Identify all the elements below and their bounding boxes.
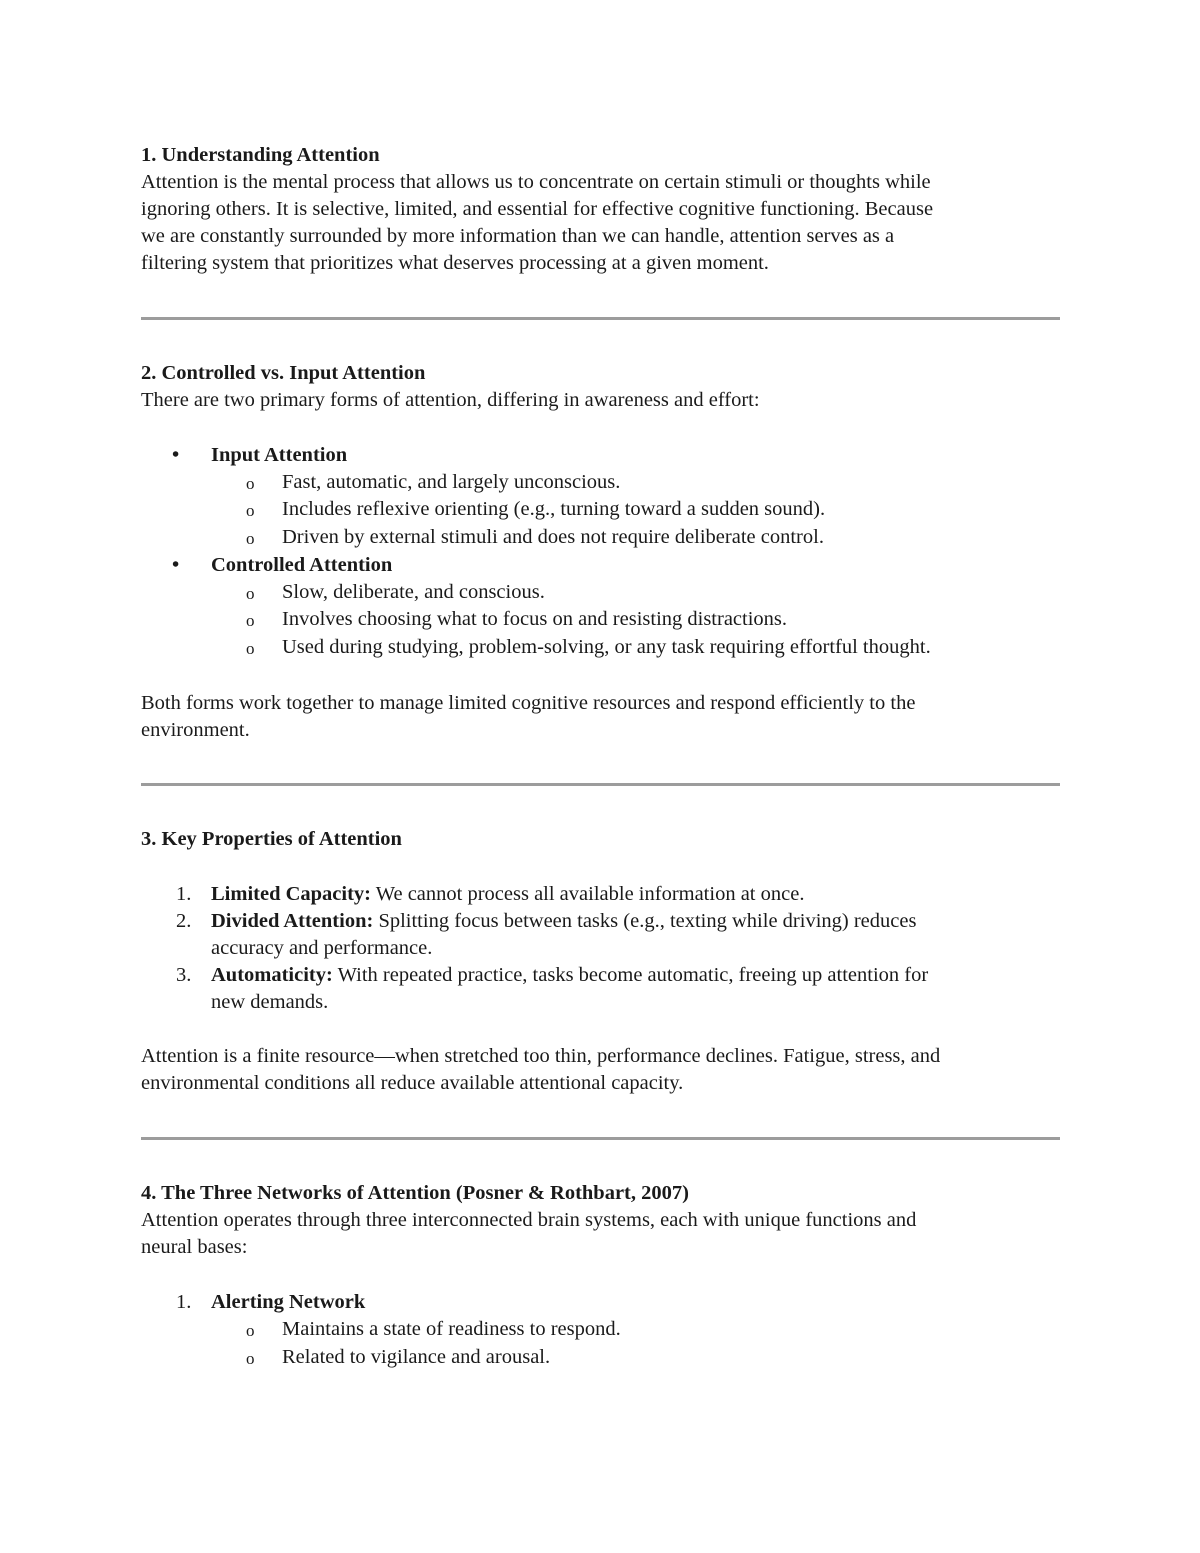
section-2-intro: There are two primary forms of attention, differing in awareness and effort:	[141, 389, 760, 411]
list-item-title: Input Attention	[211, 444, 348, 466]
section-1-line: filtering system that prioritizes what deserves processing at a given moment.	[141, 252, 769, 274]
sub-item: Includes reflexive orienting (e.g., turning toward a sudden sound).	[282, 498, 826, 520]
list-item-text: We cannot process all available information at once.	[375, 883, 805, 905]
list-item-text: new demands.	[211, 991, 329, 1013]
list-number: 1.	[176, 883, 192, 905]
section-2-heading: 2. Controlled vs. Input Attention	[141, 362, 426, 384]
section-3-outro: Attention is a finite resource—when stretched too thin, performance declines. Fatigue, stress, and	[141, 1045, 941, 1067]
list-item-term: Divided Attention:	[211, 910, 374, 932]
list-number: 3.	[176, 964, 192, 986]
section-3-heading: 3. Key Properties of Attention	[141, 828, 402, 850]
list-item-title: Alerting Network	[211, 1291, 366, 1313]
list-item-text: accuracy and performance.	[211, 937, 433, 959]
section-2-outro: Both forms work together to manage limited cognitive resources and respond efficiently to the	[141, 692, 916, 714]
sub-bullet-icon: o	[246, 529, 255, 548]
section-4-intro: neural bases:	[141, 1236, 248, 1258]
sub-bullet-icon: o	[246, 501, 255, 520]
list-item	[211, 962, 928, 989]
list-item-title: Controlled Attention	[211, 554, 393, 576]
section-divider	[141, 783, 1060, 786]
sub-item: Fast, automatic, and largely unconscious.	[282, 471, 621, 493]
bullet-icon: •	[172, 554, 180, 576]
list-item	[211, 908, 916, 935]
section-divider	[141, 317, 1060, 320]
section-1-line: we are constantly surrounded by more information than we can handle, attention serves as a	[141, 225, 895, 247]
list-item-text: With repeated practice, tasks become automatic, freeing up attention for	[337, 964, 929, 986]
sub-bullet-icon: o	[246, 1321, 255, 1340]
section-2-outro: environment.	[141, 719, 250, 741]
list-item-term: Limited Capacity:	[211, 883, 371, 905]
list-item-term: Automaticity:	[211, 964, 333, 986]
sub-bullet-icon: o	[246, 584, 255, 603]
list-number: 2.	[176, 910, 192, 932]
section-4-intro: Attention operates through three interconnected brain systems, each with unique functions and	[141, 1209, 917, 1231]
list-item-text: Splitting focus between tasks (e.g., texting while driving) reduces	[378, 910, 917, 932]
sub-item: Involves choosing what to focus on and resisting distractions.	[282, 608, 788, 630]
sub-item: Used during studying, problem-solving, or any task requiring effortful thought.	[282, 636, 931, 658]
sub-item: Slow, deliberate, and conscious.	[282, 581, 545, 603]
sub-bullet-icon: o	[246, 611, 255, 630]
sub-bullet-icon: o	[246, 1349, 255, 1368]
section-1-heading: 1. Understanding Attention	[141, 144, 380, 166]
list-item	[211, 881, 804, 908]
sub-bullet-icon: o	[246, 474, 255, 493]
sub-item: Related to vigilance and arousal.	[282, 1346, 551, 1368]
section-1-line: ignoring others. It is selective, limited, and essential for effective cognitive functioning. Because	[141, 198, 934, 220]
section-4-heading: 4. The Three Networks of Attention (Posner & Rothbart, 2007)	[141, 1182, 689, 1204]
sub-item: Maintains a state of readiness to respond.	[282, 1318, 621, 1340]
sub-bullet-icon: o	[246, 639, 255, 658]
list-number: 1.	[176, 1291, 192, 1313]
bullet-icon: •	[172, 444, 180, 466]
section-3-outro: environmental conditions all reduce available attentional capacity.	[141, 1072, 684, 1094]
section-divider	[141, 1137, 1060, 1140]
sub-item: Driven by external stimuli and does not require deliberate control.	[282, 526, 824, 548]
section-1-line: Attention is the mental process that allows us to concentrate on certain stimuli or thoughts while	[141, 171, 931, 193]
